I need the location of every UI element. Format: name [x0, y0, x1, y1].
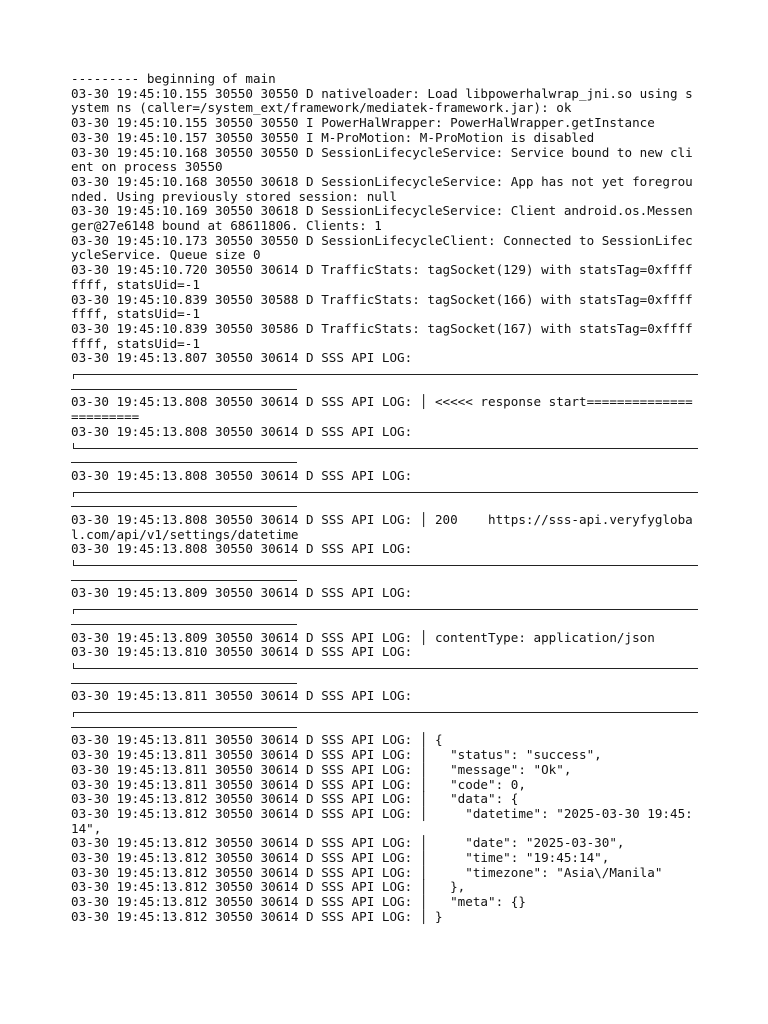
- log-entry: 03-30 19:45:13.807 30550 30614 D SSS API LOG:: [71, 350, 413, 366]
- log-entry: 03-30 19:45:10.155 30550 30550 I PowerHalWrapper: PowerHalWrapper.getInstance: [71, 115, 655, 131]
- log-entry: 03-30 19:45:13.811 30550 30614 D SSS API LOG:: [71, 688, 413, 704]
- log-entry: 03-30 19:45:13.808 30550 30614 D SSS API LOG:: [71, 467, 413, 483]
- log-entry: 03-30 19:45:10.157 30550 30550 I M-ProMotion: M-ProMotion is disabled: [71, 129, 595, 145]
- log-entry: 03-30 19:45:13.809 30550 30614 D SSS API LOG: │ contentType: application/json: [71, 629, 655, 645]
- box-bottom-border: [71, 557, 698, 572]
- log-entry: 03-30 19:45:13.812 30550 30614 D SSS API LOG: │ "meta": {}: [71, 894, 526, 910]
- box-border-continuation: [71, 381, 698, 396]
- box-border-continuation: [71, 719, 698, 734]
- log-entry: 03-30 19:45:13.808 30550 30614 D SSS API LOG: │ 200 https://sss-api.veryfyglobal.com/api/v1/settings/datetime: [71, 512, 693, 542]
- log-entry: 03-30 19:45:10.720 30550 30614 D TrafficStats: tagSocket(129) with statsTag=0xffffffff, statsUid=-1: [71, 262, 693, 292]
- log-entry: 03-30 19:45:13.809 30550 30614 D SSS API LOG:: [71, 585, 413, 601]
- log-entry: 03-30 19:45:13.812 30550 30614 D SSS API LOG: │ "time": "19:45:14",: [71, 850, 610, 866]
- box-top-border: [71, 484, 698, 499]
- log-entry: 03-30 19:45:10.169 30550 30618 D SessionLifecycleService: Client android.os.Messenger@27e6148 bound at 68611806. Clients: 1: [71, 203, 693, 234]
- log-entry: 03-30 19:45:13.810 30550 30614 D SSS API LOG:: [71, 644, 413, 660]
- log-document: [71, 72, 698, 925]
- log-entry: 03-30 19:45:13.808 30550 30614 D SSS API LOG:: [71, 423, 413, 439]
- log-entry: 03-30 19:45:10.168 30550 30618 D SessionLifecycleService: App has not yet foregrounded. Using previously stored session: null: [71, 173, 693, 204]
- log-entry: 03-30 19:45:13.811 30550 30614 D SSS API LOG: │ "code": 0,: [71, 776, 526, 792]
- log-entry: 03-30 19:45:10.173 30550 30550 D SessionLifecycleClient: Connected to SessionLifecycleService. Queue size 0: [71, 232, 693, 263]
- log-entry: 03-30 19:45:13.812 30550 30614 D SSS API LOG: │ "datetime": "2025-03-30 19:45:14",: [71, 805, 693, 836]
- box-border-continuation: [71, 572, 698, 587]
- log-entry: 03-30 19:45:13.812 30550 30614 D SSS API LOG: │ "timezone": "Asia\/Manila": [71, 864, 663, 880]
- box-bottom-border: [71, 660, 698, 675]
- box-top-border: [71, 704, 698, 719]
- log-entry: 03-30 19:45:13.812 30550 30614 D SSS API LOG: │ }: [71, 908, 443, 924]
- box-top-border: [71, 366, 698, 381]
- log-entry: 03-30 19:45:13.811 30550 30614 D SSS API LOG: │ {: [71, 732, 443, 748]
- log-entry: 03-30 19:45:13.811 30550 30614 D SSS API LOG: │ "status": "success",: [71, 747, 602, 763]
- log-entry: 03-30 19:45:13.808 30550 30614 D SSS API LOG: │ <<<<< response start=======================: [71, 394, 693, 425]
- log-entry: 03-30 19:45:10.839 30550 30586 D TrafficStats: tagSocket(167) with statsTag=0xffffffff, statsUid=-1: [71, 320, 693, 351]
- box-border-continuation: [71, 498, 698, 513]
- log-entry: 03-30 19:45:13.811 30550 30614 D SSS API LOG: │ "message": "Ok",: [71, 761, 572, 777]
- log-header: --------- beginning of main: [71, 71, 276, 86]
- log-entry: 03-30 19:45:13.812 30550 30614 D SSS API LOG: │ },: [71, 879, 466, 895]
- log-entry: 03-30 19:45:13.808 30550 30614 D SSS API LOG:: [71, 541, 413, 557]
- log-entry: 03-30 19:45:10.155 30550 30550 D nativeloader: Load libpowerhalwrap_jni.so using system ns (caller=/system_ext/framework/mediatek-framework.jar): ok: [71, 85, 693, 116]
- log-entry: 03-30 19:45:13.812 30550 30614 D SSS API LOG: │ "data": {: [71, 791, 519, 807]
- log-entry: 03-30 19:45:13.812 30550 30614 D SSS API LOG: │ "date": "2025-03-30",: [71, 835, 625, 851]
- box-border-continuation: [71, 675, 698, 690]
- box-top-border: [71, 601, 698, 616]
- box-border-continuation: [71, 454, 698, 469]
- log-entry: 03-30 19:45:10.839 30550 30588 D TrafficStats: tagSocket(166) with statsTag=0xffffffff, statsUid=-1: [71, 291, 693, 322]
- box-bottom-border: [71, 440, 698, 455]
- box-border-continuation: [71, 616, 698, 631]
- log-entry: 03-30 19:45:10.168 30550 30550 D SessionLifecycleService: Service bound to new client on process 30550: [71, 144, 693, 175]
